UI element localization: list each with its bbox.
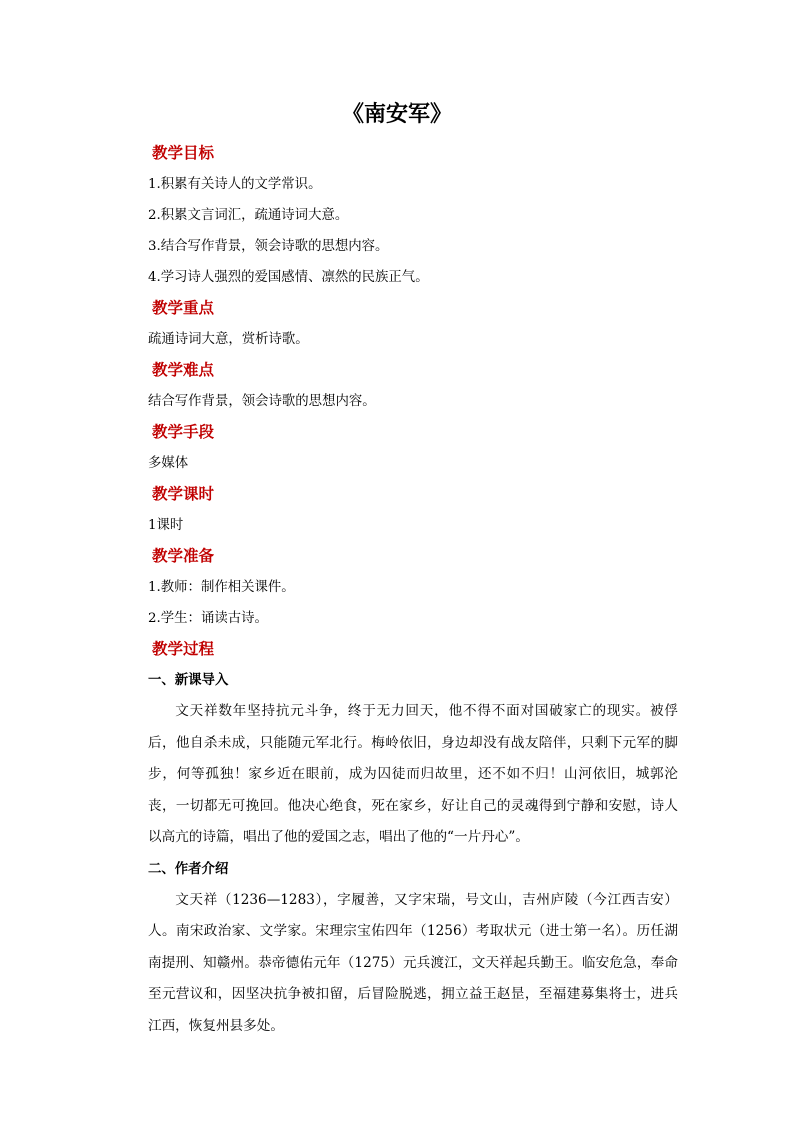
- document-body: [148, 138, 678, 1042]
- preparation-item: 1.教师：制作相关课件。: [148, 580, 295, 595]
- difficulties-text: 结合写作背景，领会诗歌的思想内容。: [148, 394, 376, 409]
- section-heading-goals: 教学目标: [152, 144, 215, 162]
- goal-item: 1.积累有关诗人的文学常识。: [148, 177, 322, 192]
- process-part1-heading: 一、新课导入: [148, 673, 229, 688]
- periods-text: 1课时: [148, 518, 184, 533]
- section-heading-key-points: 教学重点: [152, 299, 215, 317]
- section-heading-periods: 教学课时: [152, 485, 215, 503]
- key-points-text: 疏通诗词大意，赏析诗歌。: [148, 332, 309, 347]
- goal-item: 4.学习诗人强烈的爱国感情、凛然的民族正气。: [148, 270, 429, 285]
- process-part2-heading: 二、作者介绍: [148, 861, 229, 877]
- section-heading-process: 教学过程: [152, 640, 215, 658]
- process-part1-paragraph: 文天祥数年坚持抗元斗争，终于无力回天，他不得不面对国破家亡的现实。被俘后，他自杀未成，只能随元军北行。梅岭依旧，身边却没有战友陪伴，只剩下元军的脚步，何等孤独！家乡近在眼前，成为囚徒而归故里，还不如不归！山河依旧，城郭沦丧，一切都无可挽回。他决心绝食，死在家乡，好让自己的灵魂得到宁静和安慰，诗人以高亢的诗篇，唱出了他的爱国之志，唱出了他的“一片丹心”。: [148, 703, 678, 845]
- methods-text: 多媒体: [148, 456, 189, 471]
- section-heading-difficulties: 教学难点: [152, 361, 215, 379]
- process-part2-paragraph: 文天祥（1236—1283），字履善，又字宋瑞，号文山，吉州庐陵（今江西吉安）人。南宋政治家、文学家。宋理宗宝佑四年（1256）考取状元（进士第一名）。历任湖南提刑、知赣州。恭帝德佑元年（1275）元兵渡江，文天祥起兵勤王。临安危急，奉命至元营议和，因坚决抗争被扣留，后冒险脱逃，拥立益王赵昰，至福建募集将士，进兵江西，恢复州县多处。: [148, 891, 678, 1034]
- document-title: 《南安军》: [341, 102, 452, 127]
- goal-item: 2.积累文言词汇，疏通诗词大意。: [148, 208, 349, 223]
- preparation-item: 2.学生：诵读古诗。: [148, 611, 268, 626]
- section-heading-preparation: 教学准备: [152, 547, 215, 565]
- goal-item: 3.结合写作背景，领会诗歌的思想内容。: [148, 239, 389, 254]
- section-heading-methods: 教学手段: [152, 423, 215, 441]
